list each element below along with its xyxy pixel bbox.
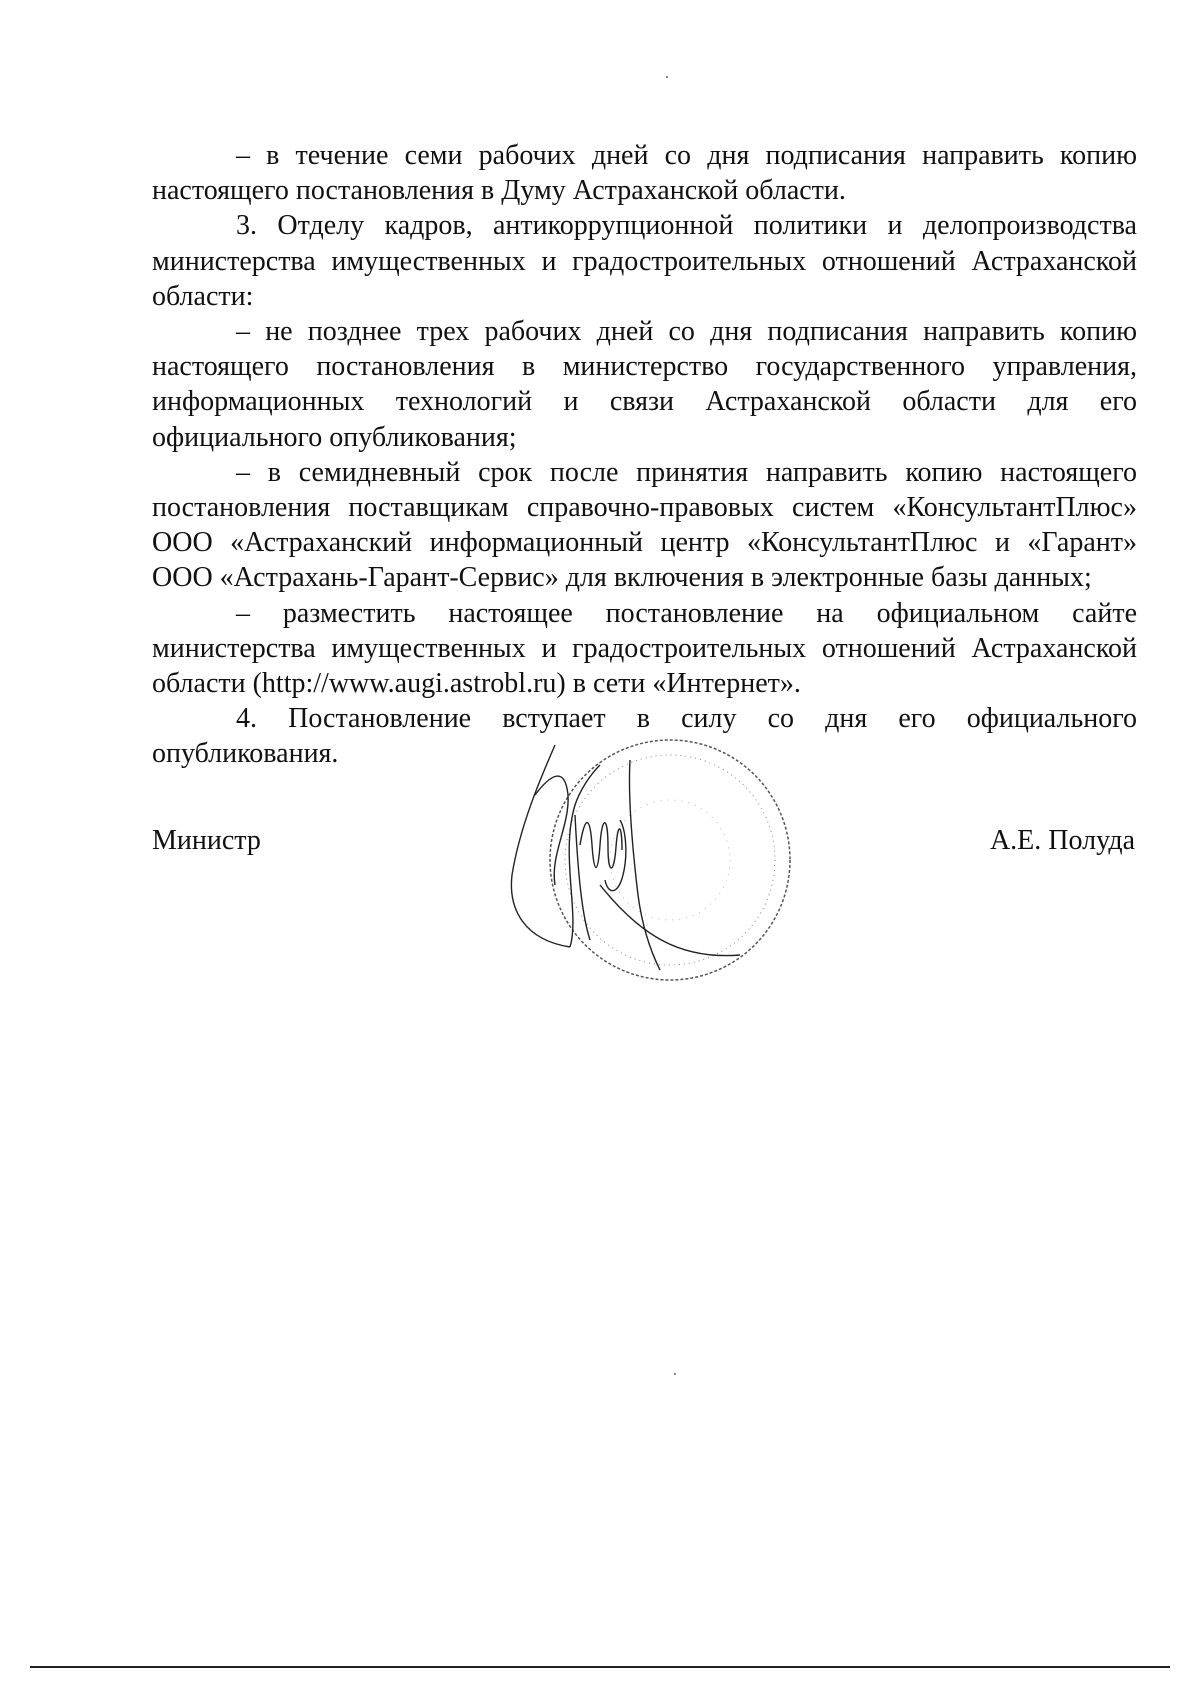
document-body xyxy=(152,138,1137,772)
seal-and-signature xyxy=(480,735,810,995)
handwritten-signature xyxy=(511,745,740,970)
signatory-title: Министр xyxy=(152,825,261,856)
bottom-rule xyxy=(30,1666,1170,1668)
paragraph-5: – разместить настоящее постановление на официальном сайте министерства имущественных и градостроительных отношений Астраханской области (http://www.augi.astrobl.ru) в сети «Интернет». xyxy=(152,597,1137,700)
paragraph-2: 3. Отделу кадров, антикоррупционной политики и делопроизводства министерства имущественных и градостроительных отношений Астраханской области: xyxy=(152,210,1137,312)
signatory-name: А.Е. Полуда xyxy=(989,825,1135,856)
paragraph-6: 4. Постановление вступает в силу со дня его официального опубликования. xyxy=(152,703,1137,770)
scan-speck xyxy=(666,76,668,78)
paragraph-4: – в семидневный срок после принятия направить копию настоящего постановления поставщикам справочно-правовых систем «КонсультантПлюс» ООО «Астраханский информационный центр «КонсультантПлюс и «Гарант» ООО «Астрахань-Гарант-Сервис» для включения в электронные базы данных; xyxy=(152,456,1137,594)
scan-speck xyxy=(674,1373,676,1375)
paragraph-1: – в течение семи рабочих дней со дня подписания направить копию настоящего постановления в Думу Астраханской области. xyxy=(152,140,1137,207)
paragraph-3: – не позднее трех рабочих дней со дня подписания направить копию настоящего постановления в министерство государственного управления, информационных технологий и связи Астраханской области для его официального опубликования; xyxy=(152,316,1137,453)
